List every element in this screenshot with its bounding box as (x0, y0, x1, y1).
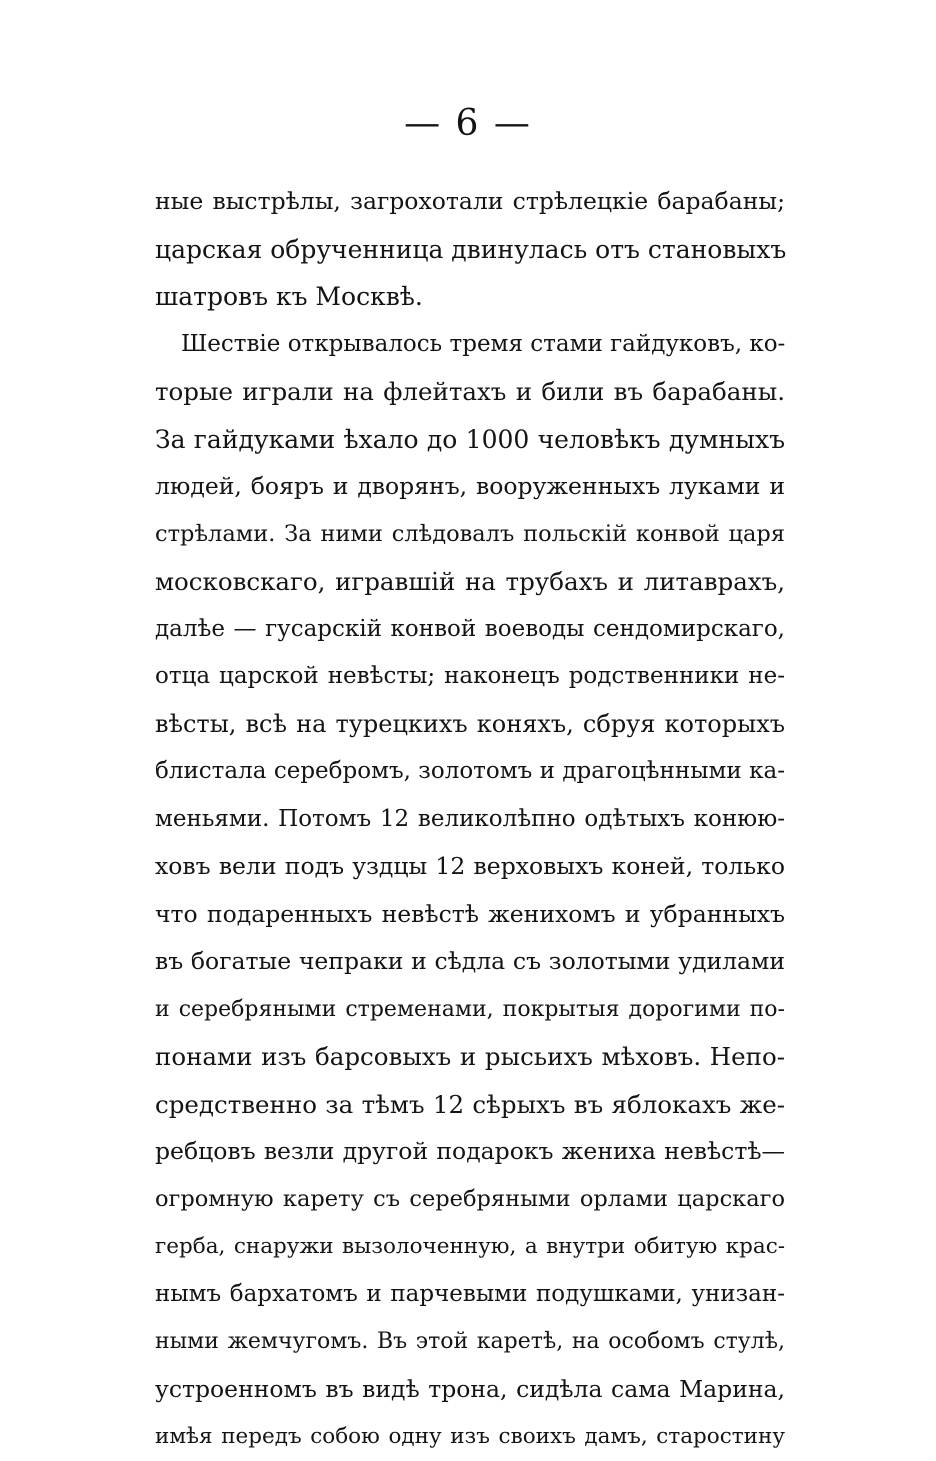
text-line: имѣя передъ собою одну изъ своихъ дамъ, старостину (155, 1424, 785, 1449)
text-line: Шествіе открывалось тремя стами гайдуковъ, ко- (181, 330, 786, 357)
text-line: меньями. Потомъ 12 великолѣпно одѣтыхъ конюю- (155, 805, 785, 832)
body-text (155, 178, 785, 1461)
text-line: блистала серебромъ, золотомъ и драгоцѣнными ка- (155, 758, 785, 784)
text-line: и серебряными стременами, покрытыя дорогими по- (155, 996, 785, 1022)
text-line: огромную карету съ серебряными орлами царскаго (155, 1185, 785, 1212)
text-line: людей, бояръ и дворянъ, вооруженныхъ луками и (155, 472, 785, 500)
text-line: московскаго, игравшій на трубахъ и литаврахъ, (155, 567, 785, 596)
text-line: ховъ вели подъ уздцы 12 верховыхъ коней, только (155, 852, 785, 880)
text-line: далѣе — гусарскій конвой воеводы сендомирскаго, (155, 615, 785, 642)
text-line: вѣсты, всѣ на турецкихъ коняхъ, сбруя которыхъ (155, 709, 785, 738)
text-line: торые играли на флейтахъ и били въ барабаны. (155, 377, 785, 406)
page-number-header: — 6 — (404, 103, 532, 144)
text-line: герба, снаружи вызолоченную, а внутри обитую крас- (155, 1234, 785, 1259)
text-line: понами изъ барсовыхъ и рысьихъ мѣховъ. Непо- (155, 1042, 785, 1071)
text-line: средственно за тѣмъ 12 сѣрыхъ въ яблокахъ же- (155, 1089, 785, 1119)
text-line: что подаренныхъ невѣстѣ женихомъ и убранныхъ (155, 899, 785, 928)
text-line: ребцовъ везли другой подарокъ жениха невѣстѣ— (155, 1137, 785, 1165)
text-line: нымъ бархатомъ и парчевыми подушками, унизан- (155, 1280, 785, 1307)
text-line: шатровъ къ Москвѣ. (155, 282, 423, 311)
text-line: За гайдуками ѣхало до 1000 человѣкъ думныхъ (155, 424, 785, 454)
text-line: царская обрученница двинулась отъ становыхъ (155, 234, 787, 264)
text-line: ными жемчугомъ. Въ этой каретѣ, на особомъ стулѣ, (155, 1329, 785, 1354)
text-line: въ богатые чепраки и сѣдла съ золотыми удилами (155, 947, 785, 975)
text-line: ные выстрѣлы, загрохотали стрѣлецкіе барабаны; (155, 187, 785, 215)
text-line: устроенномъ въ видѣ трона, сидѣла сама Марина, (155, 1374, 785, 1403)
text-line: отца царской невѣсты; наконецъ родственники не- (155, 663, 785, 689)
text-line: стрѣлами. За ними слѣдовалъ польскій конвой царя (155, 520, 785, 547)
